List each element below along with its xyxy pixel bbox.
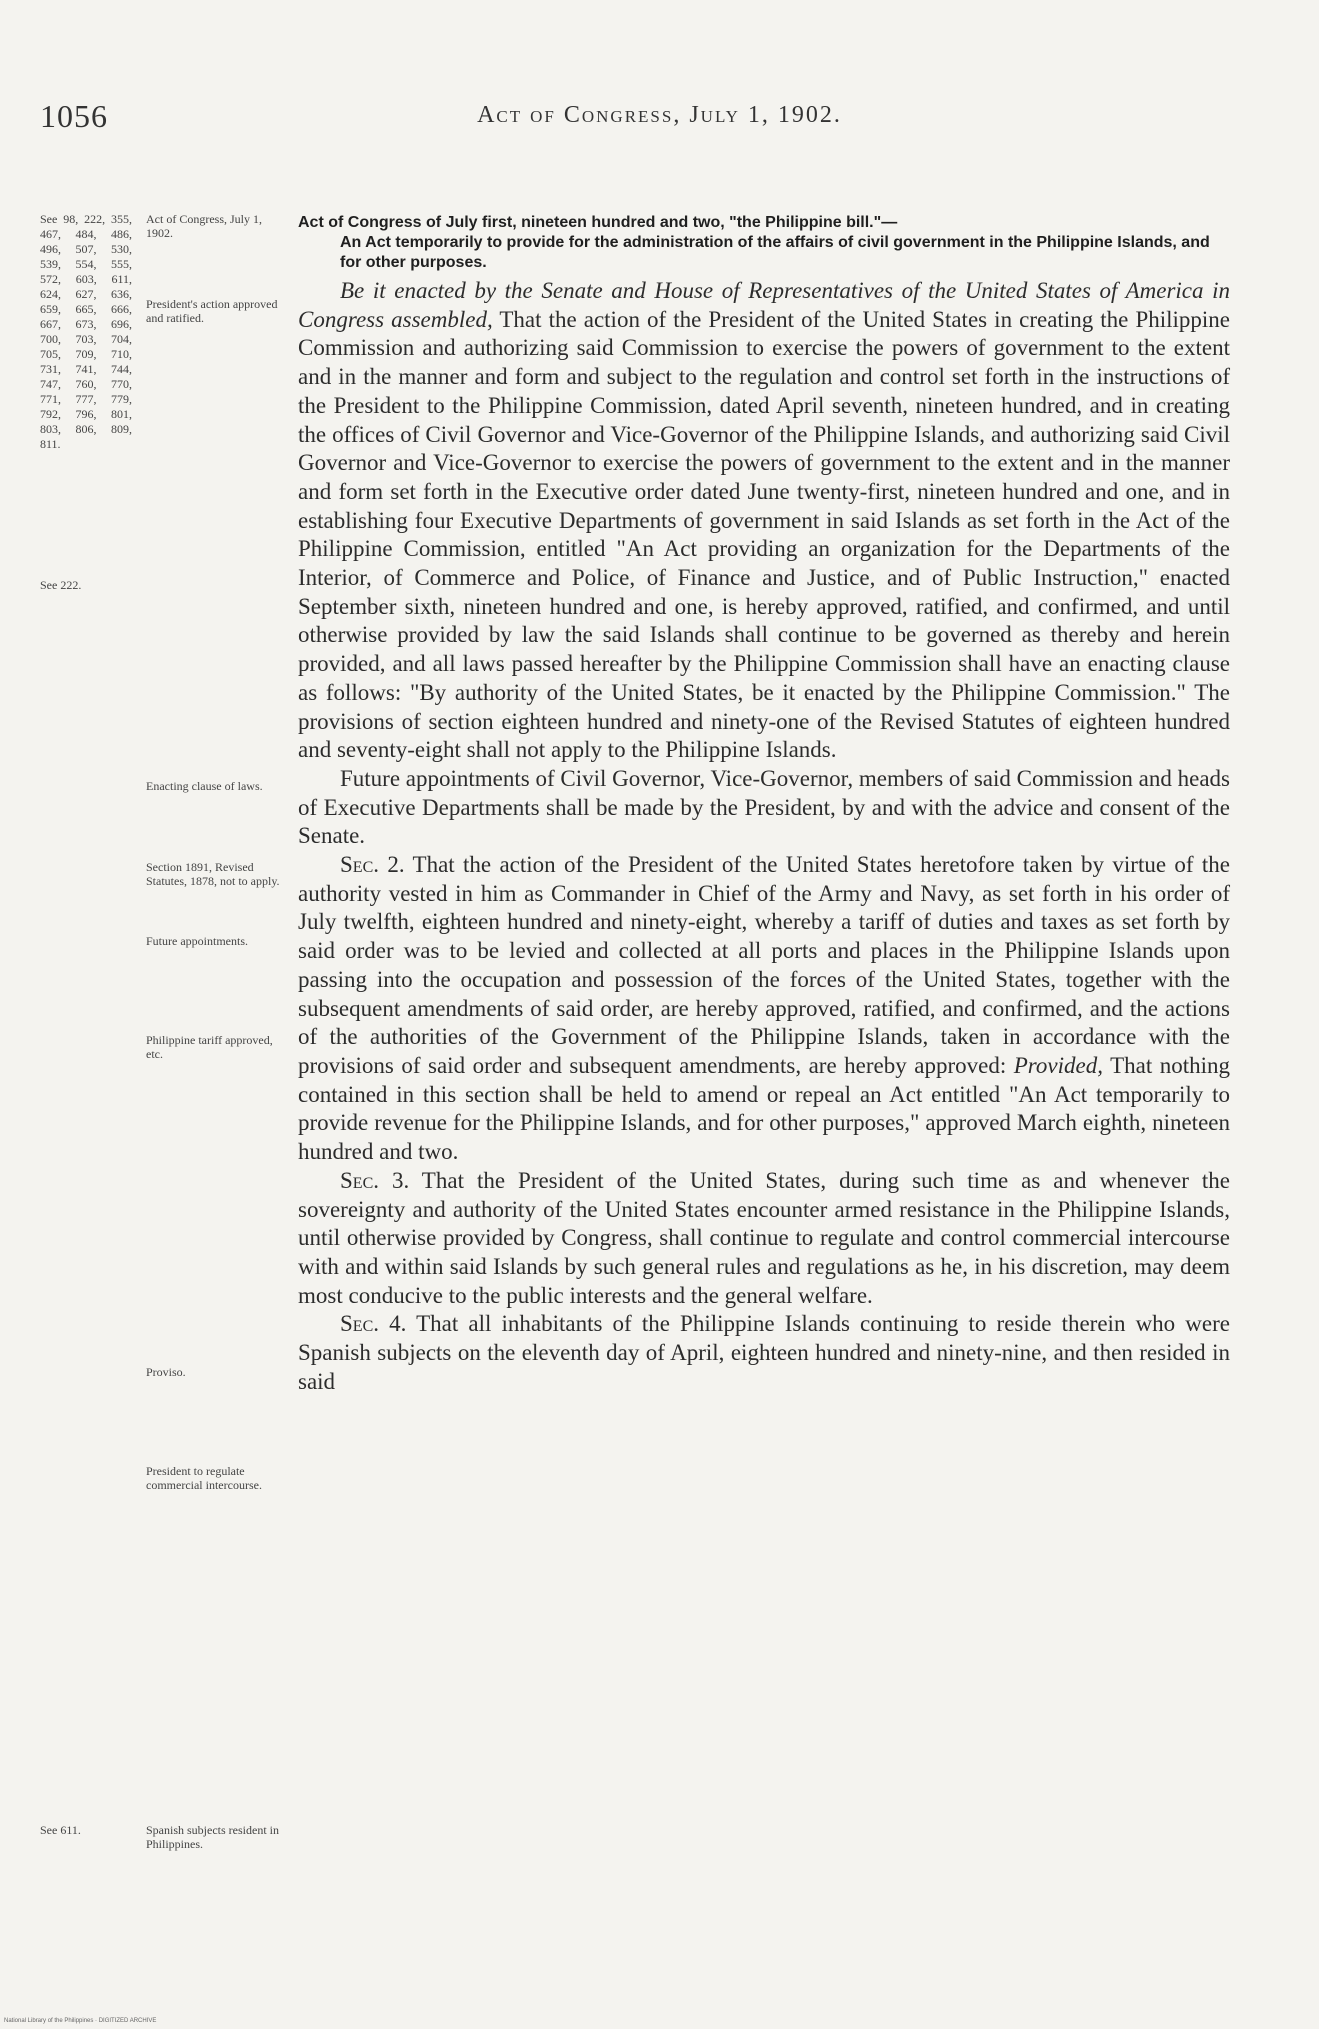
running-head: Act of Congress, July 1, 1902. (477, 102, 842, 128)
page-number: 1056 (40, 98, 108, 134)
paragraph-future-appointments: Future appointments of Civil Governor, Vice-Governor, members of said Commission and heads of Executive Departments shall be made by the President, by and with the advice and consent of the Senate. (298, 765, 1231, 849)
side-note-act-of-congress: Act of Congress, July 1, 1902. (146, 212, 262, 240)
section-2-text: That the action of the President of the United States heretofore taken by virtue of the authority vested in him as Commander in Chief of the Army and Navy, as set forth in his order of July twelfth, eighteen hundred and ninety-eight, whereby a tariff of duties and taxes as set forth by said order was to be levied and collected at all ports and places in the Philippine Islands upon passing into the occupation and possession of the forces of the United States, together with the subsequent amendments of said order, are hereby approved, ratified, and confirmed, and the actions of the authorities of the Government of the Philippine Islands, taken in accordance with the provisions of said order and subsequent amendments, are hereby approved: (298, 852, 1230, 1078)
section-3-label: Sec. 3. (340, 1167, 410, 1193)
section-2-tail: That nothing contained in this section shall be held to amend or repeal an Act entitled "An Act temporarily to provide revenue for the Philippine Islands, and for other purposes," approved March eighth, nineteen hundred and two. (298, 1052, 1231, 1165)
side-note-presidents-action: President's action approved and ratified. (146, 297, 278, 325)
enacting-formula: Be it enacted by the Senate and House of Representatives of the United States of America in Congress assembled, (298, 278, 1230, 332)
act-title-line-1: Act of Congress of July first, nineteen hundred and two, "the Philippine bill."— (298, 214, 898, 231)
cross-reference-list: See 98, 222, 355, 467, 484, 486, 496, 507, 530, 539, 554, 555, 572, 603, 611, 624, 627, 636, 659, 665, 666, 667, 673, 696, 700, 703, 704, 705, 709, 710, 731, 741, 744, 747, 760, 770, 771, 777, 779, 792, 796, 801, 803, 806, 809, 811. (40, 212, 132, 451)
section-2-label: Sec. 2. (340, 852, 405, 878)
cross-reference-see-222: See 222. (40, 578, 82, 592)
side-note-future-appointments: Future appointments. (146, 934, 248, 948)
side-note-enacting-clause: Enacting clause of laws. (146, 779, 263, 793)
side-note-proviso: Proviso. (146, 1365, 186, 1379)
act-title (298, 213, 1230, 273)
section-3 (298, 1167, 1230, 1311)
paragraph-1-text: That the action of the President of the United States in creating the Philippine Commission and authorizing said Commission to exercise the powers of government to the extent and in the manner and form and subject to the regulation and control set forth in the instructions of the President to the Philippine Commission, dated April seventh, nineteen hundred, and in creating the offices of Civil Governor and Vice-Governor of the Philippine Islands, and authorizing said Civil Governor and Vice-Governor to exercise the powers of government to the extent and in the manner and form set forth in the Executive order dated June twenty-first, nineteen hundred and one, and in establishing four Executive Departments of government in said Islands as set forth in the Act of the Philippine Commission, entitled "An Act providing an organization for the Departments of the Interior, of Commerce and Police, of Finance and Justice, and of Public Instruction," enacted September sixth, nineteen hundred and one, is hereby approved, ratified, and confirmed, and until otherwise provided by law the said Islands shall continue to be governed as thereby and herein provided, and all laws passed hereafter by the Philippine Commission shall have an enacting clause as follows: "By authority of the United States, be it enacted by the Philippine Commission." The provisions of section eighteen hundred and ninety-one of the Revised Statutes of eighteen hundred and seventy-eight shall not apply to the Philippine Islands. (298, 306, 1231, 763)
cross-reference-see-611: See 611. (40, 1823, 81, 1837)
act-body (298, 277, 1230, 1396)
side-note-section-1891: Section 1891, Revised Statutes, 1878, not to apply. (146, 860, 280, 888)
section-4 (298, 1310, 1230, 1396)
side-note-spanish-subjects: Spanish subjects resident in Philippines. (146, 1823, 279, 1851)
section-4-text: That all inhabitants of the Philippine Islands continuing to reside therein who were Spanish subjects on the eleventh day of April, eighteen hundred and ninety-nine, and then resided in said (298, 1311, 1230, 1394)
side-note-tariff: Philippine tariff approved, etc. (146, 1033, 273, 1061)
section-4-label: Sec. 4. (340, 1311, 407, 1337)
side-note-commercial-intercourse: President to regulate commercial intercourse. (146, 1464, 262, 1492)
section-2-provided: Provided, (1013, 1052, 1103, 1078)
act-title-line-2: An Act temporarily to provide for the administration of the affairs of civil government in the Philippine Islands, and for other purposes. (340, 234, 1210, 271)
section-3-text: That the President of the United States, during such time as and whenever the sovereignty and authority of the United States encounter armed resistance in the Philippine Islands, until otherwise provided by Congress, shall continue to regulate and control commercial intercourse with and within said Islands by such general rules and regulations as he, in his discretion, may deem most conducive to the public interests and the general welfare. (298, 1167, 1230, 1308)
section-2 (298, 851, 1230, 1167)
paragraph-enacting (298, 277, 1230, 765)
footer-credit: National Library of the Philippines · DIGITIZED ARCHIVE (4, 2018, 157, 2024)
